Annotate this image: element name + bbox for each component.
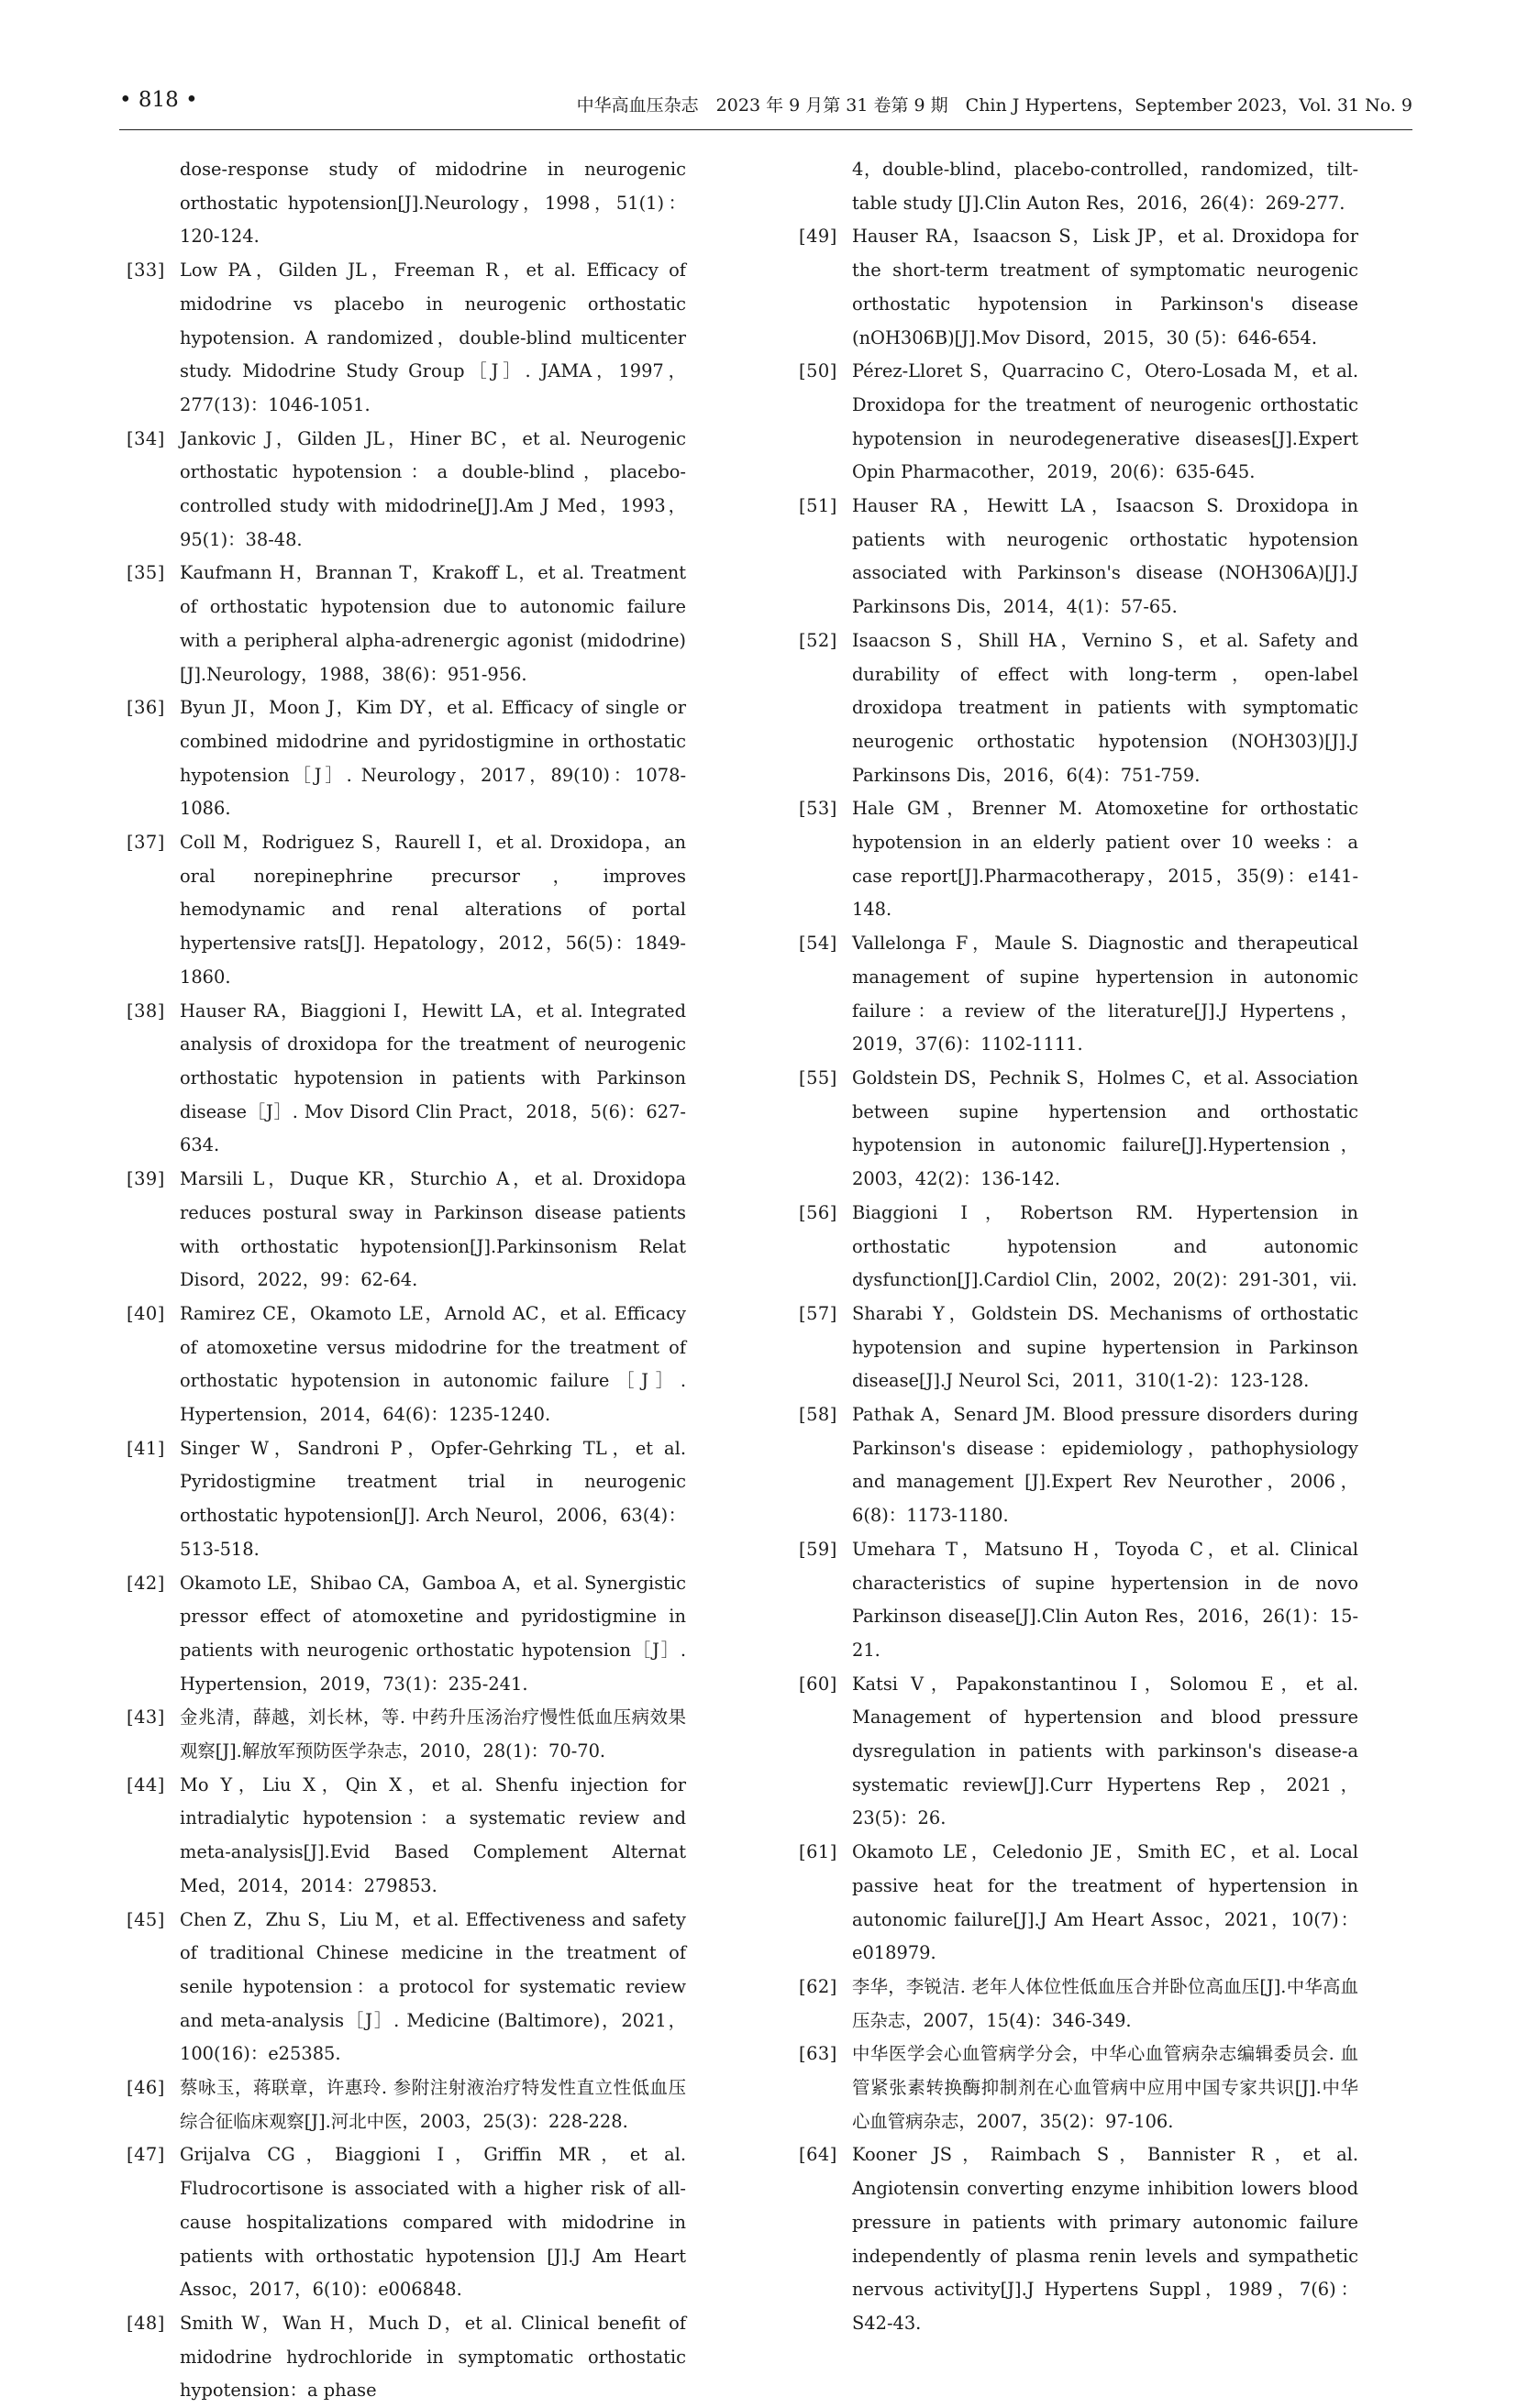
reference-item (127, 1298, 686, 1432)
reference-item (127, 423, 686, 558)
reference-text: Marsili L，Duque KR，Sturchio A，et al. Droxidopa reduces postural sway in Parkinson disease patients with orthostatic hypotension[J].Parkinsonism Relat Disord，2022，99：62-64. (180, 1168, 686, 1291)
reference-number: [48] (127, 2313, 165, 2334)
reference-text: Kaufmann H，Brannan T，Krakoff L，et al. Treatment of orthostatic hypotension due to autonomic failure with a peripheral alpha-adrenergic agonist (midodrine)[J].Neurology，1988，38(6)：951-956. (180, 562, 686, 685)
reference-text: Smith W，Wan H，Much D，et al. Clinical benefit of midodrine hydrochloride in symptomatic orthostatic hypotension：a phase (180, 2313, 686, 2402)
reference-number: [55] (799, 1066, 837, 1088)
reference-number: [58] (799, 1404, 837, 1426)
reference-item (127, 254, 686, 423)
reference-number: [42] (127, 1572, 165, 1594)
reference-item (799, 624, 1358, 793)
reference-item (127, 153, 686, 254)
page-number: • 818 • (119, 88, 198, 112)
reference-item (799, 2038, 1358, 2138)
reference-item (799, 1971, 1358, 2038)
reference-item (127, 1163, 686, 1298)
reference-text: 金兆清，薛越，刘长林，等. 中药升压汤治疗慢性低血压病效果观察[J].解放军预防医学杂志，2010，28(1)：70-70. (180, 1707, 686, 1762)
reference-item (127, 1567, 686, 1702)
reference-item (799, 1298, 1358, 1398)
reference-number: [53] (799, 798, 837, 820)
reference-text: Chen Z，Zhu S，Liu M，et al. Effectiveness and safety of traditional Chinese medicine in the treatment of senile hypotension：a protocol for systematic review and meta-analysis［J］. Medicine (Baltimore)，2021，100(16)：e25385. (180, 1908, 686, 2065)
reference-item (127, 1432, 686, 1567)
reference-number: [36] (127, 697, 165, 719)
reference-item (799, 1062, 1358, 1197)
reference-item (799, 1533, 1358, 1668)
reference-column-right (799, 153, 1358, 2341)
reference-item (127, 826, 686, 995)
reference-text: dose-response study of midodrine in neurogenic orthostatic hypotension[J].Neurology，1998，51(1)：120-124. (180, 159, 686, 248)
reference-text: Mo Y，Liu X，Qin X，et al. Shenfu injection for intradialytic hypotension：a systematic review and meta-analysis[J].Evid Based Complement Alternat Med，2014，2014：279853. (180, 1773, 686, 1896)
reference-number: [62] (799, 1975, 837, 1997)
reference-text: Low PA，Gilden JL，Freeman R，et al. Efficacy of midodrine vs placebo in neurogenic orthostatic hypotension. A randomized，double-blind multicenter study. Midodrine Study Group［J］. JAMA，1997，277(13)：1046-1051. (180, 260, 686, 415)
journal-citation-line: 中华高血压杂志 2023 年 9 月第 31 卷第 9 期 Chin J Hypertens，September 2023，Vol. 31 No. 9 (576, 95, 1412, 116)
reference-text: Vallelonga F，Maule S. Diagnostic and therapeutical management of supine hypertension in autonomic failure：a review of the literature[J].J Hypertens，2019，37(6)：1102-1111. (852, 933, 1358, 1055)
reference-number: [49] (799, 226, 837, 248)
reference-text: Hale GM，Brenner M. Atomoxetine for orthostatic hypotension in an elderly patient over 10 weeks：a case report[J].Pharmacotherapy，2015，35(9)：e141-148. (852, 798, 1358, 921)
reference-text: Hauser RA，Isaacson S，Lisk JP，et al. Droxidopa for the short-term treatment of symptomatic neurogenic orthostatic hypotension in Parkinson's disease (nOH306B)[J].Mov Disord，2015，30 (5)：646-654. (852, 226, 1358, 348)
reference-item (799, 1668, 1358, 1837)
reference-item (799, 2138, 1358, 2340)
reference-text: 4，double-blind，placebo-controlled，randomized，tilt-table study [J].Clin Auton Res，2016，26(4)：269-277. (852, 159, 1358, 214)
reference-item (799, 1836, 1358, 1971)
header-rule (119, 129, 1412, 130)
reference-text: 李华，李锐洁. 老年人体位性低血压合并卧位高血压[J].中华高血压杂志，2007，15(4)：346-349. (852, 1975, 1358, 2031)
reference-item (799, 1398, 1358, 1533)
reference-number: [61] (799, 1841, 837, 1863)
reference-number: [60] (799, 1673, 837, 1695)
reference-number: [47] (127, 2144, 165, 2166)
reference-number: [51] (799, 495, 837, 517)
reference-number: [59] (799, 1538, 837, 1560)
reference-item (799, 927, 1358, 1062)
reference-item (799, 220, 1358, 355)
reference-number: [35] (127, 562, 165, 584)
reference-number: [64] (799, 2144, 837, 2166)
reference-text: 中华医学会心血管病学分会，中华心血管病杂志编辑委员会. 血管紧张素转换酶抑制剂在心血管病中应用中国专家共识[J].中华心血管病杂志，2007，35(2)：97-106. (852, 2043, 1358, 2132)
reference-item (127, 1769, 686, 1904)
reference-item (799, 490, 1358, 624)
reference-number: [43] (127, 1707, 165, 1729)
reference-item (127, 557, 686, 691)
reference-number: [46] (127, 2077, 165, 2099)
reference-text: Pathak A，Senard JM. Blood pressure disorders during Parkinson's disease：epidemiology，pathophysiology and management [J].Expert Rev Neurother，2006，6(8)：1173-1180. (852, 1404, 1358, 1527)
reference-text: Isaacson S，Shill HA，Vernino S，et al. Safety and durability of effect with long-term，open-label droxidopa treatment in patients with symptomatic neurogenic orthostatic hypotension (NOH303)[J].J Parkinsons Dis，2016，6(4)：751-759. (852, 629, 1358, 786)
reference-text: Goldstein DS，Pechnik S，Holmes C，et al. Association between supine hypertension and orthostatic hypotension in autonomic failure[J].Hypertension，2003，42(2)：136-142. (852, 1066, 1358, 1190)
reference-text: Singer W，Sandroni P，Opfer-Gehrking TL，et al. Pyridostigmine treatment trial in neurogenic orthostatic hypotension[J]. Arch Neurol，2006，63(4)：513-518. (180, 1437, 686, 1560)
reference-number: [50] (799, 360, 837, 382)
reference-item (127, 995, 686, 1164)
reference-number: [63] (799, 2043, 837, 2065)
reference-item (127, 1904, 686, 2072)
reference-number: [34] (127, 427, 165, 449)
reference-text: Ramirez CE，Okamoto LE，Arnold AC，et al. Efficacy of atomoxetine versus midodrine for the treatment of orthostatic hypotension in autonomic failure［J］. Hypertension，2014，64(6)：1235-1240. (180, 1302, 686, 1426)
reference-text: Umehara T，Matsuno H，Toyoda C，et al. Clinical characteristics of supine hypertension in de novo Parkinson disease[J].Clin Auton Res，2016，26(1)：15-21. (852, 1538, 1358, 1661)
reference-text: Sharabi Y，Goldstein DS. Mechanisms of orthostatic hypotension and supine hypertension in Parkinson disease[J].J Neurol Sci，2011，310(1-2)：123-128. (852, 1302, 1358, 1392)
reference-item (799, 355, 1358, 490)
reference-text: Kooner JS，Raimbach S，Bannister R，et al. Angiotensin converting enzyme inhibition lowers blood pressure in patients with primary autonomic failure independently of plasma renin levels and sympathetic nervous activity[J].J Hypertens Suppl，1989，7(6)：S42-43. (852, 2144, 1358, 2334)
reference-text: Biaggioni I，Robertson RM. Hypertension in orthostatic hypotension and autonomic dysfunction[J].Cardiol Clin，2002，20(2)：291-301，vii. (852, 1201, 1358, 1291)
reference-number: [45] (127, 1908, 165, 1930)
reference-number: [37] (127, 832, 165, 854)
reference-text: Okamoto LE，Shibao CA，Gamboa A，et al. Synergistic pressor effect of atomoxetine and pyridostigmine in patients with neurogenic orthostatic hypotension［J］. Hypertension，2019，73(1)：235-241. (180, 1572, 686, 1695)
reference-text: 蔡咏玉，蒋联章，许惠玲. 参附注射液治疗特发性直立性低血压综合征临床观察[J].河北中医，2003，25(3)：228-228. (180, 2077, 686, 2132)
reference-number: [57] (799, 1302, 837, 1324)
reference-item (127, 2307, 686, 2408)
reference-item (799, 792, 1358, 927)
reference-number: [39] (127, 1168, 165, 1190)
reference-text: Hauser RA，Hewitt LA，Isaacson S. Droxidopa in patients with neurogenic orthostatic hypotension associated with Parkinson's disease (NOH306A)[J].J Parkinsons Dis，2014，4(1)：57-65. (852, 495, 1358, 618)
reference-number: [41] (127, 1437, 165, 1459)
reference-text: Hauser RA，Biaggioni I，Hewitt LA，et al. Integrated analysis of droxidopa for the treatment of neurogenic orthostatic hypotension in patients with Parkinson disease［J］. Mov Disord Clin Pract，2018，5(6)：627-634. (180, 1000, 686, 1156)
reference-item (127, 691, 686, 826)
reference-number: [33] (127, 260, 165, 282)
reference-text: Katsi V，Papakonstantinou I，Solomou E，et al. Management of hypertension and blood pressure dysregulation in patients with parkinson's disease-a systematic review[J].Curr Hypertens Rep，2021，23(5)：26. (852, 1673, 1358, 1829)
reference-column-left (127, 153, 686, 2408)
reference-item (127, 2071, 686, 2138)
reference-text: Coll M，Rodriguez S，Raurell I，et al. Droxidopa，an oral norepinephrine precursor，improves hemodynamic and renal alterations of portal hypertensive rats[J]. Hepatology，2012，56(5)：1849-1860. (180, 832, 686, 988)
reference-item (799, 1197, 1358, 1298)
reference-item (127, 1701, 686, 1768)
running-header (119, 88, 1412, 125)
reference-text: Jankovic J，Gilden JL，Hiner BC，et al. Neurogenic orthostatic hypotension：a double-blind，placebo-controlled study with midodrine[J].Am J Med，1993，95(1)：38-48. (180, 427, 686, 550)
reference-item (799, 153, 1358, 220)
reference-text: Pérez-Lloret S，Quarracino C，Otero-Losada M，et al. Droxidopa for the treatment of neurogenic orthostatic hypotension in neurodegenerative diseases[J].Expert Opin Pharmacother，2019，20(6)：635-645. (852, 360, 1358, 483)
reference-number: [56] (799, 1201, 837, 1223)
reference-text: Byun JI，Moon J，Kim DY，et al. Efficacy of single or combined midodrine and pyridostigmine in orthostatic hypotension［J］. Neurology，2017，89(10)：1078-1086. (180, 697, 686, 820)
reference-item (127, 2138, 686, 2307)
reference-text: Grijalva CG，Biaggioni I，Griffin MR，et al. Fludrocortisone is associated with a higher risk of all-cause hospitalizations compared with midodrine in patients with orthostatic hypotension [J].J Am Heart Assoc，2017，6(10)：e006848. (180, 2144, 686, 2301)
reference-text: Okamoto LE，Celedonio JE，Smith EC，et al. Local passive heat for the treatment of hypertension in autonomic failure[J].J Am Heart Assoc，2021，10(7)：e018979. (852, 1841, 1358, 1964)
reference-number: [40] (127, 1302, 165, 1324)
reference-number: [54] (799, 933, 837, 955)
reference-number: [44] (127, 1773, 165, 1795)
reference-number: [52] (799, 629, 837, 651)
reference-number: [38] (127, 1000, 165, 1022)
